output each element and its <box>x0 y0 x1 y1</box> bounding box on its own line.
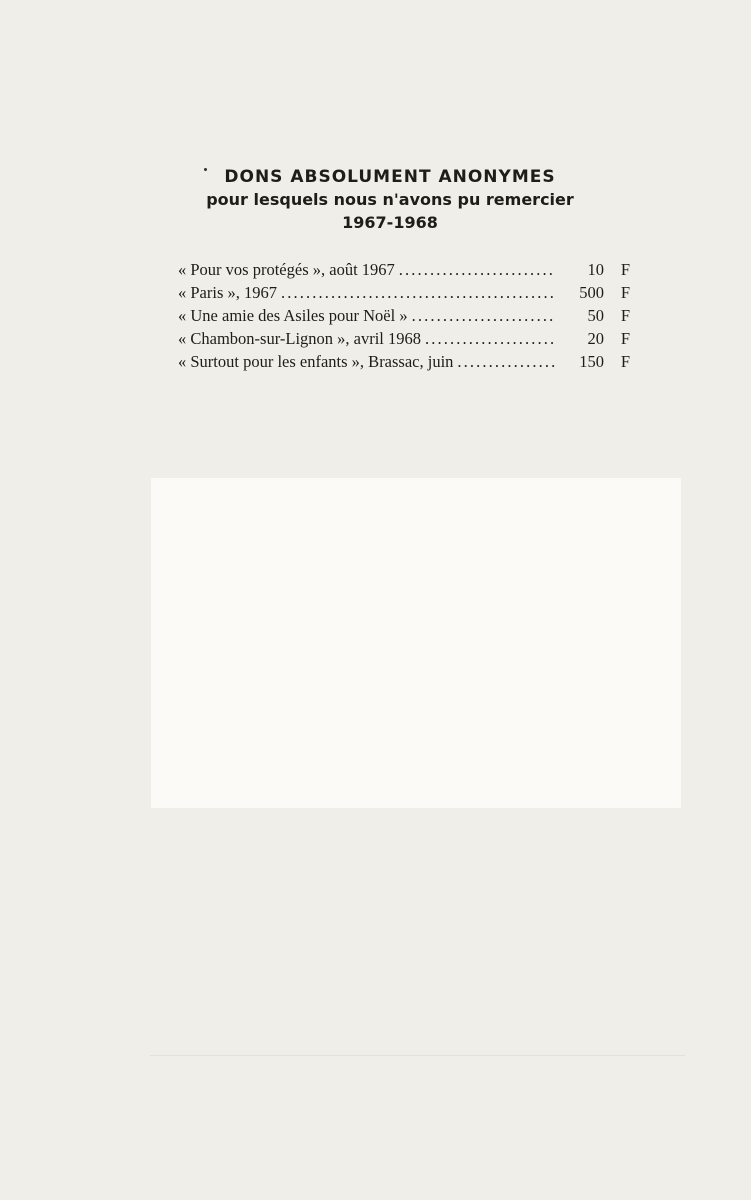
page-title: DONS ABSOLUMENT ANONYMES <box>224 167 556 187</box>
donations-list <box>178 258 630 373</box>
donation-label: « Paris », 1967 <box>178 283 277 302</box>
donation-row <box>178 258 630 281</box>
page-years: 1967-1968 <box>342 213 438 232</box>
donation-unit: F <box>620 260 630 279</box>
dot-leader <box>457 350 556 373</box>
donation-label: « Une amie des Asiles pour Noël » <box>178 306 408 325</box>
heading-block <box>180 165 600 235</box>
donation-unit: F <box>620 352 630 371</box>
donation-row <box>178 327 630 350</box>
donation-row <box>178 350 630 373</box>
donation-amount: 10 <box>587 260 604 279</box>
donation-label: « Pour vos protégés », août 1967 <box>178 260 395 279</box>
donation-unit: F <box>620 306 630 325</box>
donation-amount: 150 <box>579 352 604 371</box>
donation-row <box>178 304 630 327</box>
donation-row <box>178 281 630 304</box>
donation-unit: F <box>620 283 630 302</box>
donation-amount: 20 <box>587 329 604 348</box>
dot-leader <box>399 258 556 281</box>
donation-unit: F <box>620 329 630 348</box>
dot-leader <box>425 327 556 350</box>
dot-leader <box>412 304 556 327</box>
faint-rule <box>150 1055 685 1056</box>
donation-label: « Surtout pour les enfants », Brassac, juin <box>178 352 454 371</box>
donation-label: « Chambon-sur-Lignon », avril 1968 <box>178 329 422 348</box>
page-subtitle: pour lesquels nous n'avons pu remercier <box>206 190 574 209</box>
donation-amount: 500 <box>579 283 604 302</box>
dot-leader <box>281 281 556 304</box>
donation-amount: 50 <box>587 306 604 325</box>
blank-area <box>151 478 681 808</box>
